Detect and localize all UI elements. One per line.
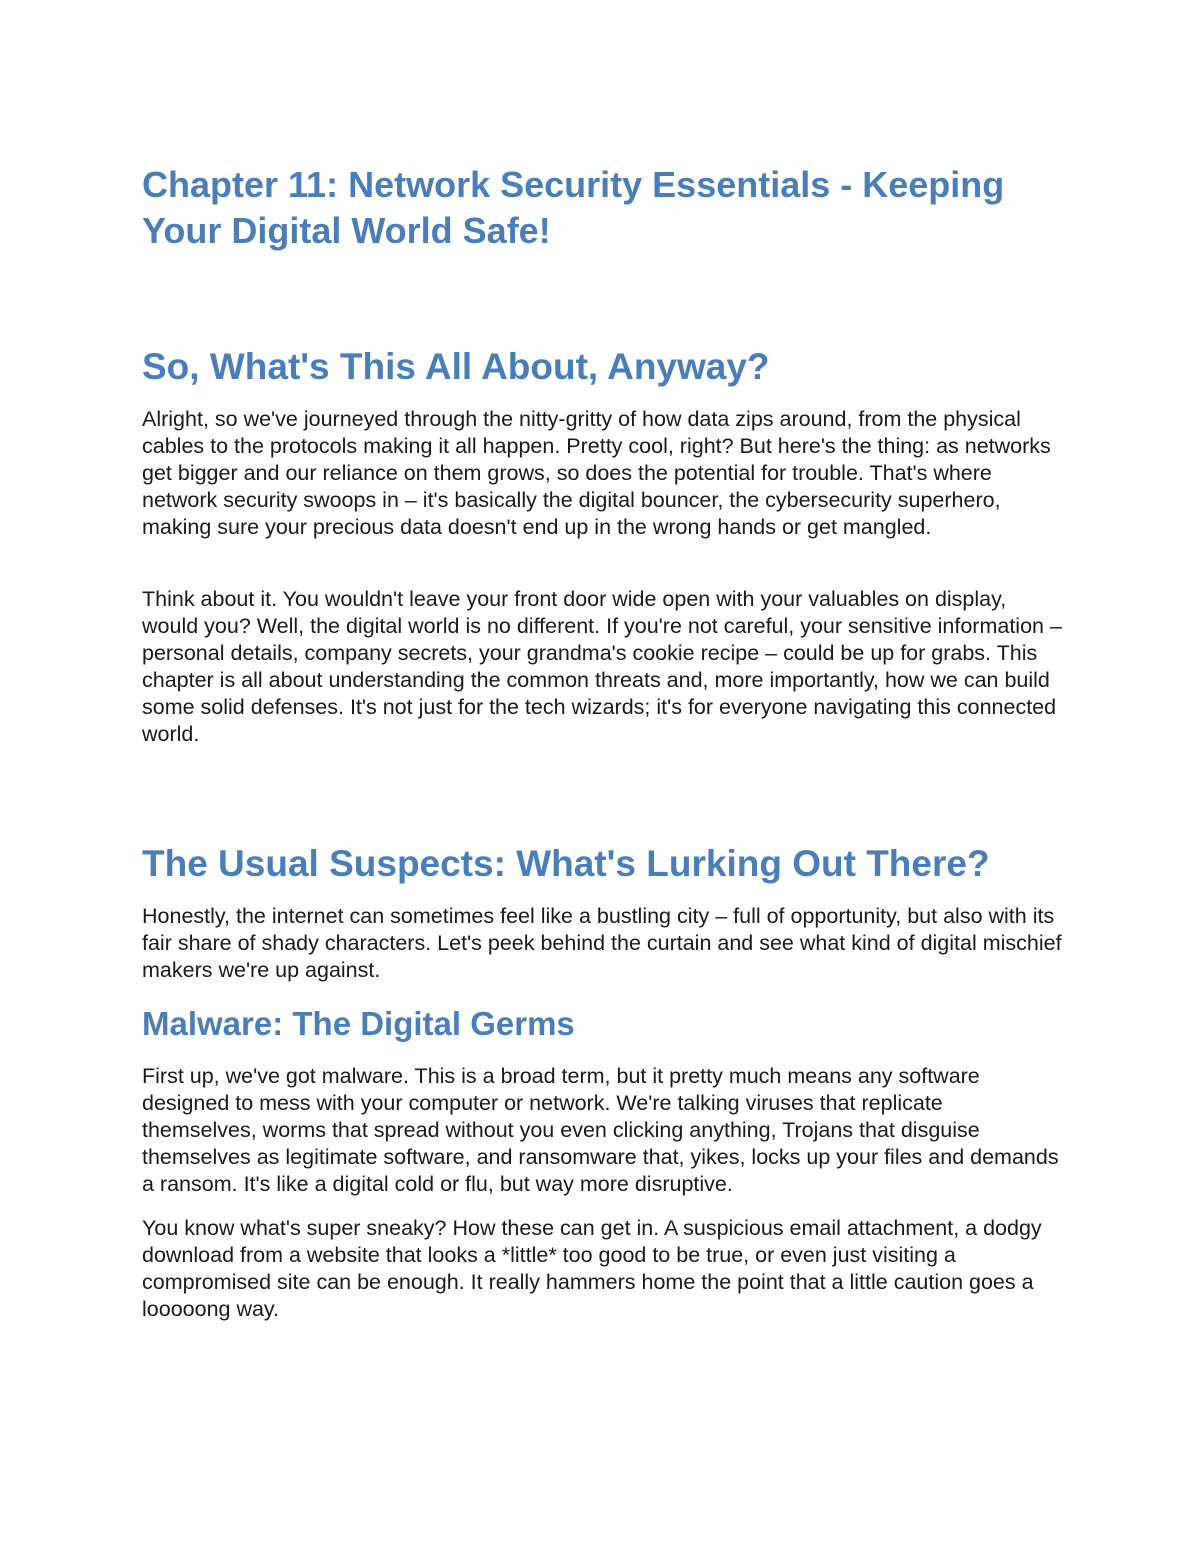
overview-paragraph-2: Think about it. You wouldn't leave your front door wide open with your valuables on display, would you? Well, the digital world is no different. If you're not careful, your sensitive information – personal details, company secrets, your grandma's cookie recipe – could be up for grabs. This chapter is all about understanding the common threats and, more importantly, how we can build some solid defenses. It's not just for the tech wizards; it's for everyone navigating this connected world. — [142, 587, 1062, 746]
section-heading-overview: So, What's This All About, Anyway? — [142, 346, 770, 387]
subsection-heading-malware: Malware: The Digital Germs — [142, 1005, 575, 1042]
chapter-title: Chapter 11: Network Security Essentials - Keeping Your Digital World Safe! — [142, 164, 1005, 251]
malware-paragraph-1: First up, we've got malware. This is a broad term, but it pretty much means any software designed to mess with your computer or network. We're talking viruses that replicate themselves, worms that spread without you even clicking anything, Trojans that disguise themselves as legitimate software, and ransomware that, yikes, locks up your files and demands a ransom. It's like a digital cold or flu, but way more disruptive. — [142, 1064, 1059, 1196]
threats-paragraph-1: Honestly, the internet can sometimes feel like a bustling city – full of opportunity, but also with its fair share of shady characters. Let's peek behind the curtain and see what kind of digital mischief makers we're up against. — [142, 904, 1062, 982]
section-heading-threats: The Usual Suspects: What's Lurking Out There? — [142, 843, 990, 884]
overview-paragraph-1: Alright, so we've journeyed through the nitty-gritty of how data zips around, from the physical cables to the protocols making it all happen. Pretty cool, right? But here's the thing: as networks get bigger and our reliance on them grows, so does the potential for trouble. That's where network security swoops in – it's basically the digital bouncer, the cybersecurity superhero, making sure your precious data doesn't end up in the wrong hands or get mangled. — [142, 407, 1051, 539]
malware-paragraph-2: You know what's super sneaky? How these can get in. A suspicious email attachment, a dodgy download from a website that looks a *little* too good to be true, or even just visiting a compromised site can be enough. It really hammers home the point that a little caution goes a looooong way. — [142, 1216, 1042, 1321]
